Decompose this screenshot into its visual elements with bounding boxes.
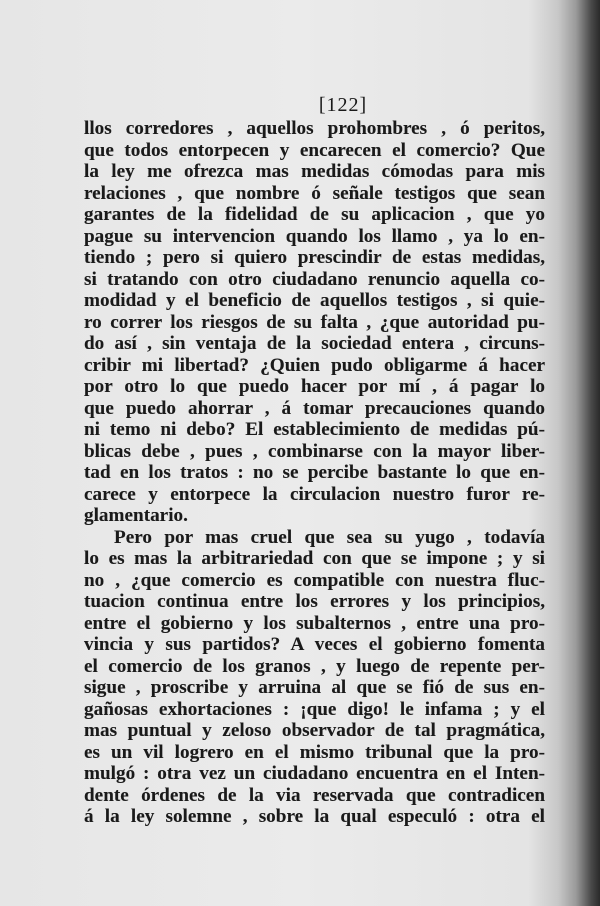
text-line: garantes de la fidelidad de su aplicacion , que yo	[84, 204, 545, 225]
text-line: pague su intervencion quando los llamo , ya lo en-	[84, 225, 545, 247]
text-line: tad en los tratos : no se percibe bastante lo que en-	[84, 462, 545, 483]
text-line: dente órdenes de la via reservada que contradicen	[84, 784, 545, 806]
text-line: lo es mas la arbitrariedad con que se impone ; y si	[84, 548, 545, 569]
text-line: el comercio de los granos , y luego de repente per-	[84, 655, 545, 677]
text-line: modidad y el beneficio de aquellos testigos , si quie-	[84, 290, 545, 311]
text-line: la ley me ofrezca mas medidas cómodas para mis	[84, 161, 545, 182]
text-line: es un vil logrero en el mismo tribunal que la pro-	[84, 741, 545, 763]
text-line: que puedo ahorrar , á tomar precauciones quando	[84, 397, 545, 419]
text-line: entre el gobierno y los subalternos , entre una pro-	[84, 612, 545, 634]
text-line: tuacion continua entre los errores y los principios,	[84, 591, 545, 612]
text-line: sigue , proscribe y arruina al que se fió de sus en-	[84, 677, 545, 698]
text-line: si tratando con otro ciudadano renuncio aquella co-	[84, 268, 545, 290]
page-number: [122]	[318, 94, 368, 116]
text-line: á la ley solemne , sobre la qual especuló : otra el	[84, 806, 545, 827]
text-line: ni temo ni debo? El establecimiento de medidas pú-	[84, 419, 545, 440]
text-line: mas puntual y zeloso observador de tal pragmática,	[84, 720, 545, 741]
text-line: ro correr los riesgos de su falta , ¿que autoridad pu-	[84, 311, 545, 333]
text-line: Pero por mas cruel que sea su yugo , todavía	[114, 526, 545, 548]
text-line: no , ¿que comercio es compatible con nuestra fluc-	[84, 569, 545, 591]
text-line: relaciones , que nombre ó señale testigos que sean	[84, 182, 545, 204]
text-line: gañosas exhortaciones : ¡que digo! le infama ; y el	[84, 698, 545, 720]
text-line: carece y entorpece la circulacion nuestro furor re-	[84, 483, 545, 505]
text-line: por otro lo que puedo hacer por mí , á pagar lo	[84, 376, 545, 397]
text-line: cribir mi libertad? ¿Quien pudo obligarme á hacer	[84, 354, 545, 376]
text-line: que todos entorpecen y encarecen el comercio? Que	[84, 139, 545, 161]
text-line: do así , sin ventaja de la sociedad entera , circuns-	[84, 333, 545, 354]
text-line: mulgó : otra vez un ciudadano encuentra en el Inten-	[84, 763, 545, 784]
text-line: tiendo ; pero si quiero prescindir de estas medidas,	[84, 247, 545, 268]
text-line: llos corredores , aquellos prohombres , ó peritos,	[84, 118, 545, 139]
text-line: vincia y sus partidos? A veces el gobierno fomenta	[84, 634, 545, 655]
text-line: glamentario.	[84, 505, 188, 526]
body-text	[84, 118, 545, 828]
text-line: blicas debe , pues , combinarse con la mayor liber-	[84, 440, 545, 462]
